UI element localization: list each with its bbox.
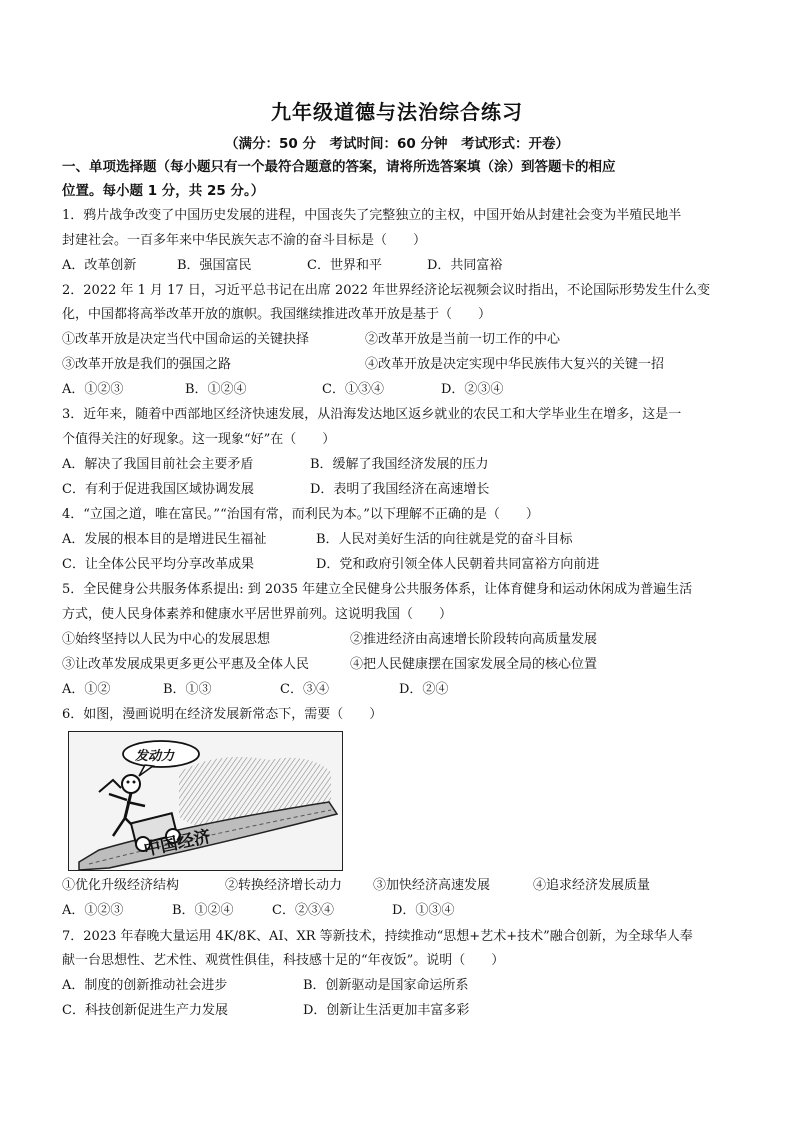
q2-statement-1: ①改革开放是决定当代中国命运的关键抉择	[62, 332, 310, 347]
q5-option-b: B．①③	[163, 682, 212, 697]
q6-option-c: C．②③④	[272, 903, 334, 918]
q2-statement-3: ③改革开放是我们的强国之路	[62, 357, 232, 372]
q6-statement-2: ②转换经济增长动力	[225, 878, 343, 893]
q4-stem: 4．“立国之道，唯在富民。”“治国有常，而利民为本。”以下理解不正确的是（ ）	[62, 507, 539, 522]
q6-statement-1: ①优化升级经济结构	[62, 878, 180, 893]
q1-stem-line2: 封建社会。一百多年来中华民族矢志不渝的奋斗目标是（ ）	[62, 233, 427, 248]
q5-statement-2: ②推进经济由高速增长阶段转向高质量发展	[350, 632, 598, 647]
q3-stem-line1: 3．近年来，随着中西部地区经济快速发展，从沿海发达地区返乡就业的农民工和大学毕业生在增多，这是一	[62, 407, 682, 422]
q3-option-d: D．表明了我国经济在高速增长	[310, 482, 490, 497]
section-heading-line1: 一、单项选择题（每小题只有一个最符合题意的答案，请将所选答案填（涂）到答题卡的相应	[62, 159, 616, 175]
q7-option-c: C．科技创新促进生产力发展	[62, 1003, 228, 1018]
q5-option-d: D．②④	[399, 682, 449, 697]
q6-stem: 6．如图，漫画说明在经济发展新常态下，需要（ ）	[62, 707, 383, 722]
q6-option-a: A．①②③	[62, 903, 124, 918]
q3-option-b: B．缓解了我国经济发展的压力	[310, 457, 489, 472]
q1-option-a: A．改革创新	[62, 258, 137, 273]
q7-stem-line2: 献一台思想性、艺术性、观赏性俱佳，科技感十足的“年夜饭”。说明（ ）	[62, 953, 505, 968]
q5-option-c: C．③④	[280, 682, 329, 697]
q5-option-a: A．①②	[62, 682, 111, 697]
q3-stem-line2: 个值得关注的好现象。这一现象“好”在（ ）	[62, 432, 336, 447]
q5-stem-line2: 方式，使人民身体素养和健康水平居世界前列。这说明我国（ ）	[62, 607, 453, 622]
q7-option-a: A．制度的创新推动社会进步	[62, 978, 228, 993]
q2-statement-2: ②改革开放是当前一切工作的中心	[365, 332, 561, 347]
q6-option-b: B．①②④	[172, 903, 234, 918]
q5-stem-line1: 5．全民健身公共服务体系提出: 到 2035 年建立全民健身公共服务体系，让体育健身和运动休闲成为普遍生活	[62, 582, 693, 597]
q7-stem-line1: 7．2023 年春晚大量运用 4K/8K、AI、XR 等新技术，持续推动“思想+艺术+技术”融合创新，为全球华人奉	[62, 929, 693, 944]
q1-stem-line1: 1．鸦片战争改变了中国历史发展的进程，中国丧失了完整独立的主权，中国开始从封建社会变为半殖民地半	[62, 208, 682, 223]
q6-statement-3: ③加快经济高速发展	[373, 878, 491, 893]
q5-statement-1: ①始终坚持以人民为中心的发展思想	[62, 632, 271, 647]
q2-option-a: A．①②③	[62, 382, 124, 397]
q4-option-a: A．发展的根本目的是增进民生福祉	[62, 532, 267, 547]
q1-option-d: D．共同富裕	[427, 258, 503, 273]
q5-statement-4: ④把人民健康摆在国家发展全局的核心位置	[350, 657, 598, 672]
q5-statement-3: ③让改革发展成果更多更公平惠及全体人民	[62, 657, 310, 672]
q4-option-b: B．人民对美好生活的向往就是党的奋斗目标	[316, 532, 573, 547]
q7-option-b: B．创新驱动是国家命运所系	[303, 978, 469, 993]
q4-option-c: C．让全体公民平均分享改革成果	[62, 557, 254, 572]
q2-option-c: C．①③④	[322, 382, 384, 397]
q6-option-d: D．①③④	[392, 903, 455, 918]
cartoon-road-text: 中国经济	[142, 826, 213, 861]
q2-option-b: B．①②④	[185, 382, 247, 397]
q3-option-a: A．解决了我国目前社会主要矛盾	[62, 457, 254, 472]
q2-statement-4: ④改革开放是决定实现中华民族伟大复兴的关键一招	[365, 357, 665, 372]
q2-stem-line1: 2．2022 年 1 月 17 日，习近平总书记在出席 2022 年世界经济论坛视频会议时指出，不论国际形势发生什么变	[62, 283, 711, 298]
q6-statement-4: ④追求经济发展质量	[533, 878, 651, 893]
q2-stem-line2: 化，中国都将高举改革开放的旗帜。我国继续推进改革开放是基于（ ）	[62, 307, 492, 322]
q3-option-c: C．有利于促进我国区域协调发展	[62, 482, 254, 497]
cartoon-bubble-text: 发动力	[135, 749, 175, 764]
page-title: 九年级道德与法治综合练习	[271, 100, 523, 124]
exam-info: （满分：50 分 考试时间：60 分钟 考试形式：开卷）	[225, 136, 569, 152]
q4-option-d: D．党和政府引领全体人民朝着共同富裕方向前进	[316, 557, 600, 572]
section-heading-line2: 位置。每小题 1 分，共 25 分。）	[62, 183, 265, 199]
q7-option-d: D．创新让生活更加丰富多彩	[303, 1003, 470, 1018]
q1-option-b: B．强国富民	[177, 258, 252, 273]
economy-cartoon	[68, 731, 343, 871]
q1-option-c: C．世界和平	[307, 258, 382, 273]
q2-option-d: D．②③④	[441, 382, 504, 397]
